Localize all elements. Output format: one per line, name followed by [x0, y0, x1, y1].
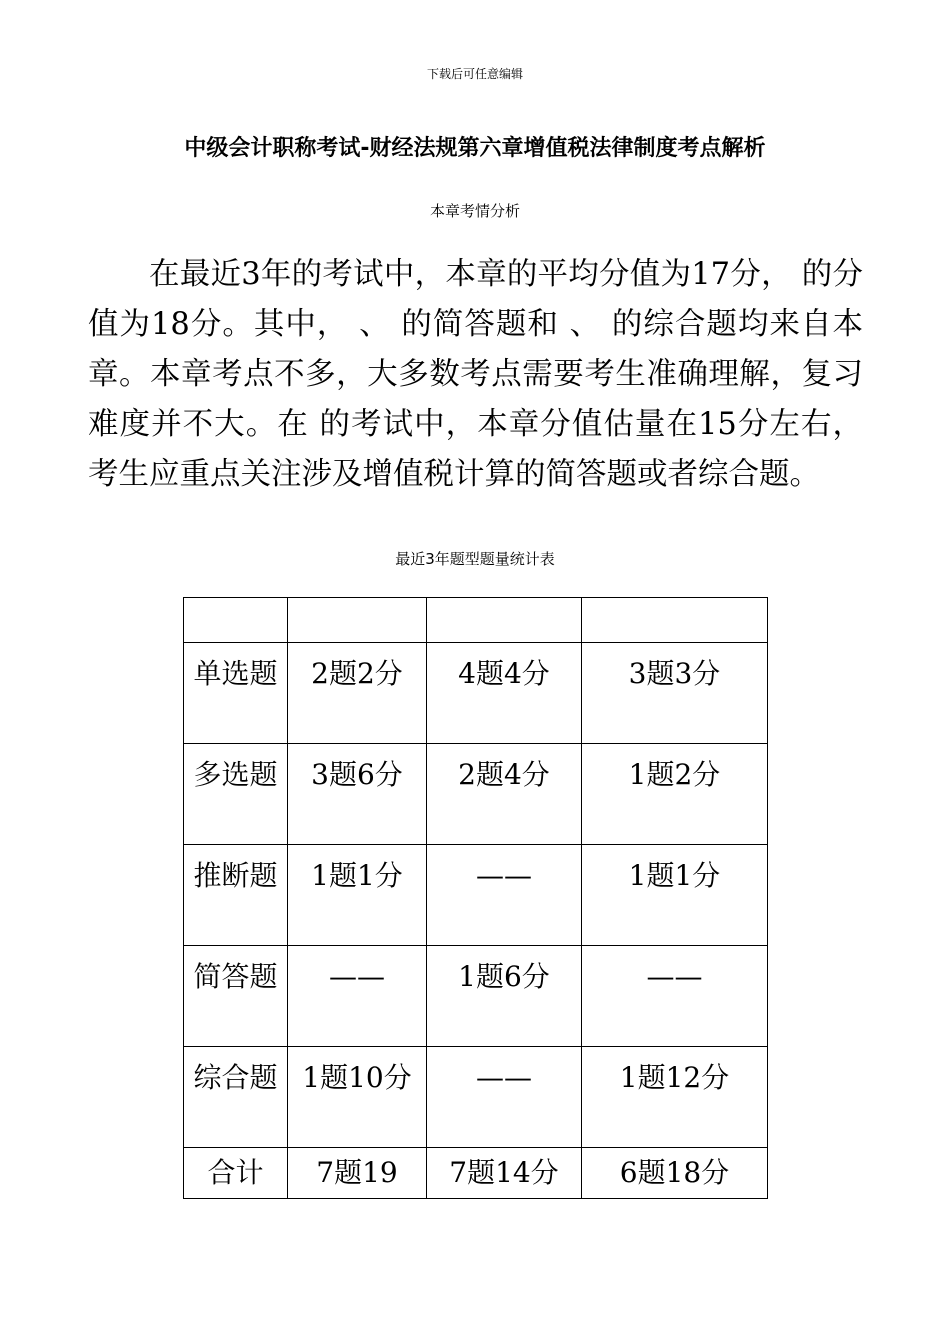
document-title: 中级会计职称考试-财经法规第六章增值税法律制度考点解析: [184, 136, 766, 161]
table-caption: 最近3年题型题量统计表: [395, 550, 555, 568]
table-row: [184, 946, 768, 1047]
question-type-cell: 推断题: [184, 845, 288, 946]
question-type-cell: 多选题: [184, 744, 288, 845]
table-cell: ——: [288, 946, 427, 1047]
table-row: [184, 643, 768, 744]
table-cell: 1题1分: [288, 845, 427, 946]
table-cell: 7题14分: [427, 1148, 582, 1199]
table-cell: 1题2分: [582, 744, 768, 845]
table-cell: 2题2分: [288, 643, 427, 744]
table-cell: 3题6分: [288, 744, 427, 845]
question-type-cell: 单选题: [184, 643, 288, 744]
table-cell: ——: [427, 845, 582, 946]
table-row: [184, 1047, 768, 1148]
table-header-cell: [427, 598, 582, 643]
table-cell: 1题10分: [288, 1047, 427, 1148]
table-cell: 1题1分: [582, 845, 768, 946]
table-cell: 7题19: [288, 1148, 427, 1199]
question-type-cell: 合计: [184, 1148, 288, 1199]
table-header-cell: [582, 598, 768, 643]
table-cell: 1题6分: [427, 946, 582, 1047]
table-cell: 4题4分: [427, 643, 582, 744]
question-type-cell: 综合题: [184, 1047, 288, 1148]
table-cell: 2题4分: [427, 744, 582, 845]
section-title: 本章考情分析: [429, 202, 520, 220]
table-header-cell: [288, 598, 427, 643]
table-cell: ——: [427, 1047, 582, 1148]
table-header-cell: [184, 598, 288, 643]
body-paragraph: 在最近3年的考试中，本章的平均分值为17分， 的分值为18分。其中， 、 的简答题和 、 的综合题均来自本章。本章考点不多，大多数考点需要考生准确理解，复习难度并不大。在 的考试中，本章分值估量在15分左右，考生应重点关注涉及增值税计算的简答题或者综合题。: [88, 257, 863, 492]
question-type-cell: 简答题: [184, 946, 288, 1047]
question-stats-table: [183, 597, 768, 1199]
table-row: [184, 744, 768, 845]
table-header-row: [184, 598, 768, 643]
table-total-row: [184, 1148, 768, 1199]
table-row: [184, 845, 768, 946]
table-cell: 3题3分: [582, 643, 768, 744]
table-cell: ——: [582, 946, 768, 1047]
table-cell: 1题12分: [582, 1047, 768, 1148]
table-cell: 6题18分: [582, 1148, 768, 1199]
header-note: 下载后可任意编辑: [426, 67, 523, 81]
